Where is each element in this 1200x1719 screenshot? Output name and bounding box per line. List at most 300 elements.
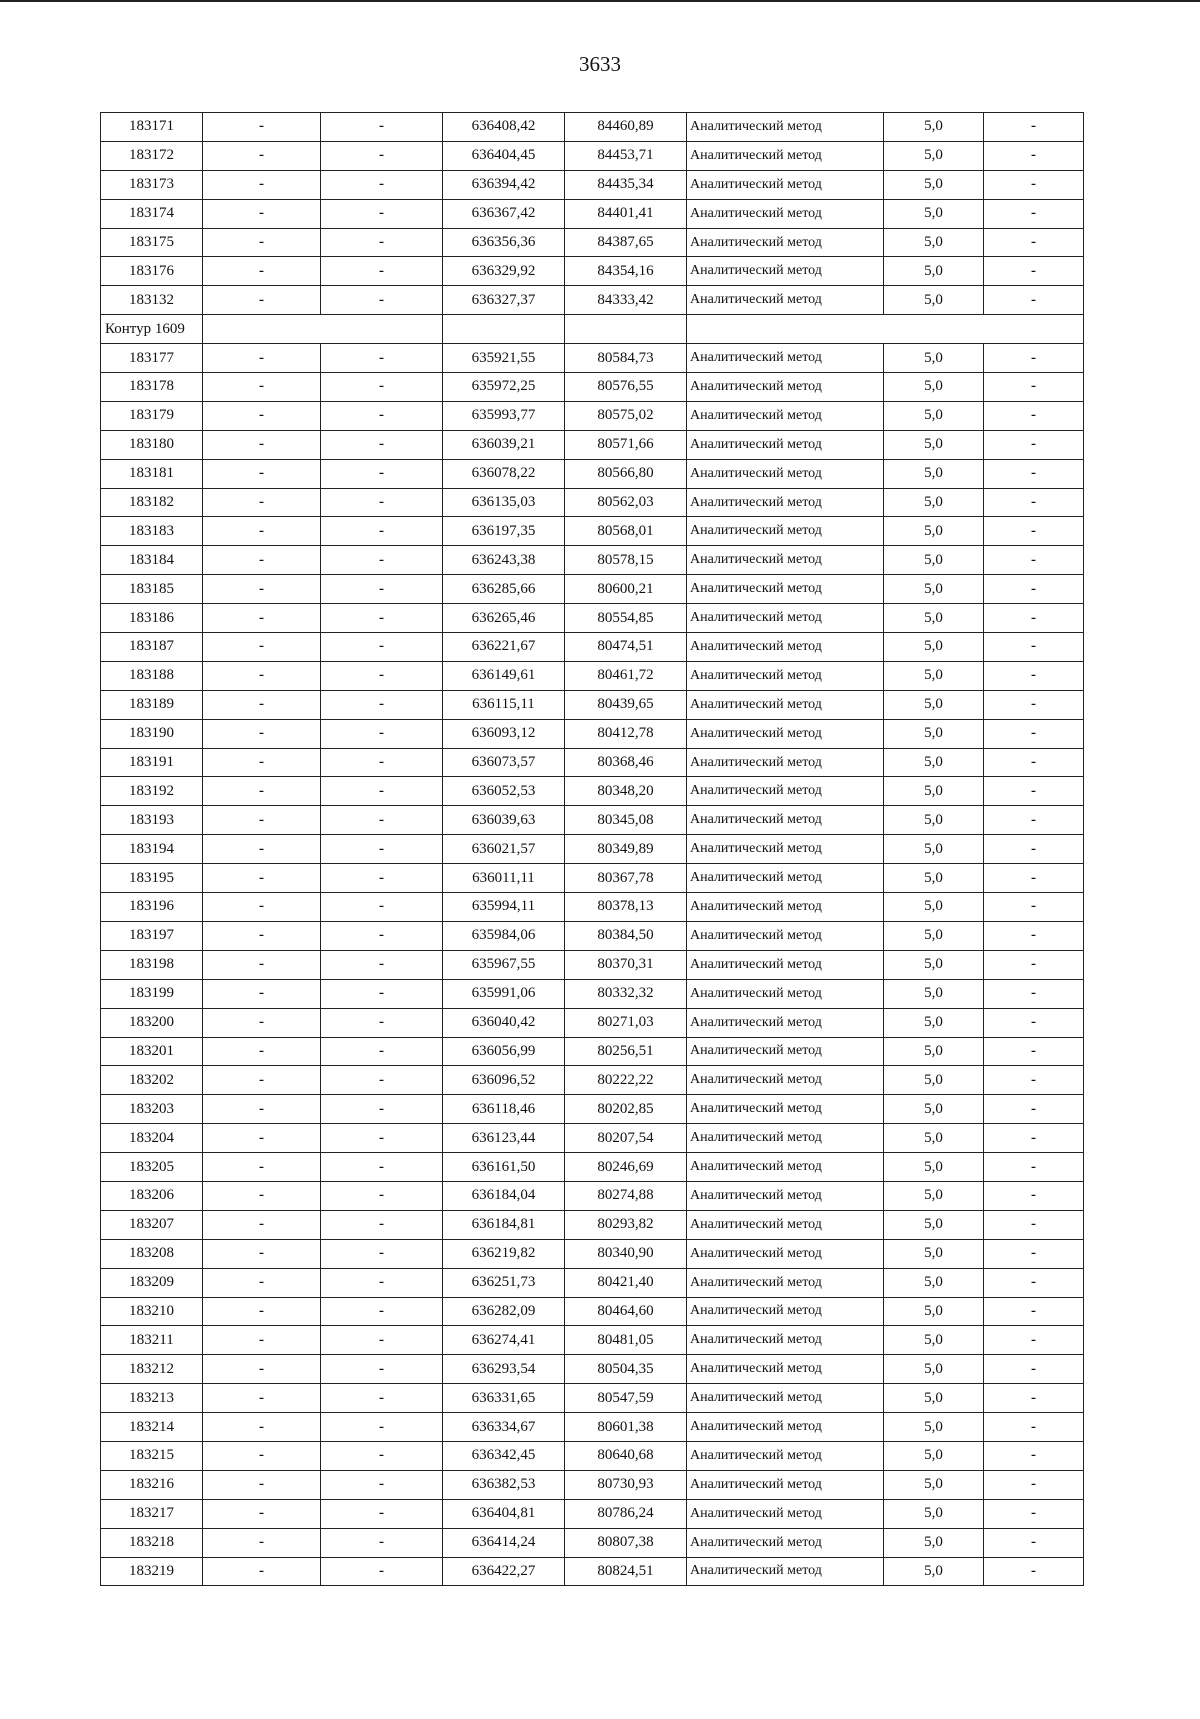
empty-cell-1: - bbox=[203, 777, 321, 806]
accuracy-cell: 5,0 bbox=[884, 777, 984, 806]
point-number-cell: 183194 bbox=[101, 835, 203, 864]
point-number-cell: 183185 bbox=[101, 575, 203, 604]
table-row bbox=[101, 459, 1084, 488]
description-cell: - bbox=[984, 1124, 1084, 1153]
description-cell: - bbox=[984, 1441, 1084, 1470]
empty-cell-2: - bbox=[321, 1384, 443, 1413]
y-coordinate-cell: 84435,34 bbox=[565, 170, 687, 199]
y-coordinate-cell: 80568,01 bbox=[565, 517, 687, 546]
y-coordinate-cell: 84401,41 bbox=[565, 199, 687, 228]
method-cell: Аналитический метод bbox=[687, 459, 884, 488]
empty-cell-2: - bbox=[321, 141, 443, 170]
y-coordinate-cell: 80730,93 bbox=[565, 1470, 687, 1499]
empty-cell-1: - bbox=[203, 835, 321, 864]
description-cell: - bbox=[984, 633, 1084, 662]
x-coordinate-cell: 636078,22 bbox=[443, 459, 565, 488]
description-cell: - bbox=[984, 1384, 1084, 1413]
x-coordinate-cell: 635921,55 bbox=[443, 344, 565, 373]
point-number-cell: 183201 bbox=[101, 1037, 203, 1066]
method-cell: Аналитический метод bbox=[687, 1008, 884, 1037]
description-cell: - bbox=[984, 517, 1084, 546]
empty-cell-1: - bbox=[203, 228, 321, 257]
table-row bbox=[101, 1066, 1084, 1095]
y-coordinate-cell: 80640,68 bbox=[565, 1441, 687, 1470]
point-number-cell: 183212 bbox=[101, 1355, 203, 1384]
description-cell: - bbox=[984, 1181, 1084, 1210]
description-cell: - bbox=[984, 1239, 1084, 1268]
method-cell: Аналитический метод bbox=[687, 1557, 884, 1586]
y-coordinate-cell: 84333,42 bbox=[565, 286, 687, 315]
empty-cell-2: - bbox=[321, 430, 443, 459]
accuracy-cell: 5,0 bbox=[884, 921, 984, 950]
point-number-cell: 183171 bbox=[101, 113, 203, 142]
empty-cell-1: - bbox=[203, 893, 321, 922]
empty-cell-2: - bbox=[321, 748, 443, 777]
point-number-cell: 183199 bbox=[101, 979, 203, 1008]
y-coordinate-cell: 80786,24 bbox=[565, 1499, 687, 1528]
empty-cell-1: - bbox=[203, 1181, 321, 1210]
method-cell: Аналитический метод bbox=[687, 575, 884, 604]
empty-cell-1: - bbox=[203, 1326, 321, 1355]
method-cell: Аналитический метод bbox=[687, 1153, 884, 1182]
description-cell: - bbox=[984, 141, 1084, 170]
accuracy-cell: 5,0 bbox=[884, 719, 984, 748]
table-row bbox=[101, 1355, 1084, 1384]
coordinates-table bbox=[100, 112, 1084, 1586]
point-number-cell: 183173 bbox=[101, 170, 203, 199]
y-coordinate-cell: 80370,31 bbox=[565, 950, 687, 979]
empty-cell-2: - bbox=[321, 257, 443, 286]
accuracy-cell: 5,0 bbox=[884, 1413, 984, 1442]
method-cell: Аналитический метод bbox=[687, 661, 884, 690]
empty-cell-1: - bbox=[203, 401, 321, 430]
method-cell: Аналитический метод bbox=[687, 517, 884, 546]
accuracy-cell: 5,0 bbox=[884, 1037, 984, 1066]
method-cell: Аналитический метод bbox=[687, 604, 884, 633]
empty-cell-1: - bbox=[203, 430, 321, 459]
y-coordinate-cell: 80274,88 bbox=[565, 1181, 687, 1210]
x-coordinate-cell: 636334,67 bbox=[443, 1413, 565, 1442]
empty-cell bbox=[687, 315, 1084, 344]
accuracy-cell: 5,0 bbox=[884, 633, 984, 662]
method-cell: Аналитический метод bbox=[687, 113, 884, 142]
description-cell: - bbox=[984, 575, 1084, 604]
x-coordinate-cell: 636197,35 bbox=[443, 517, 565, 546]
x-coordinate-cell: 636285,66 bbox=[443, 575, 565, 604]
empty-cell-2: - bbox=[321, 1239, 443, 1268]
point-number-cell: 183186 bbox=[101, 604, 203, 633]
x-coordinate-cell: 636414,24 bbox=[443, 1528, 565, 1557]
empty-cell-2: - bbox=[321, 1268, 443, 1297]
point-number-cell: 183132 bbox=[101, 286, 203, 315]
description-cell: - bbox=[984, 228, 1084, 257]
accuracy-cell: 5,0 bbox=[884, 835, 984, 864]
y-coordinate-cell: 80571,66 bbox=[565, 430, 687, 459]
y-coordinate-cell: 80562,03 bbox=[565, 488, 687, 517]
x-coordinate-cell: 636021,57 bbox=[443, 835, 565, 864]
x-coordinate-cell: 636404,45 bbox=[443, 141, 565, 170]
table-row bbox=[101, 806, 1084, 835]
y-coordinate-cell: 80332,32 bbox=[565, 979, 687, 1008]
point-number-cell: 183184 bbox=[101, 546, 203, 575]
point-number-cell: 183187 bbox=[101, 633, 203, 662]
empty-cell-2: - bbox=[321, 893, 443, 922]
description-cell: - bbox=[984, 806, 1084, 835]
point-number-cell: 183172 bbox=[101, 141, 203, 170]
table-row bbox=[101, 604, 1084, 633]
method-cell: Аналитический метод bbox=[687, 719, 884, 748]
empty-cell-2: - bbox=[321, 1326, 443, 1355]
empty-cell-1: - bbox=[203, 1470, 321, 1499]
empty-cell-2: - bbox=[321, 1441, 443, 1470]
y-coordinate-cell: 80600,21 bbox=[565, 575, 687, 604]
method-cell: Аналитический метод bbox=[687, 257, 884, 286]
empty-cell-1: - bbox=[203, 517, 321, 546]
empty-cell-1: - bbox=[203, 546, 321, 575]
empty-cell-2: - bbox=[321, 777, 443, 806]
empty-cell-2: - bbox=[321, 1413, 443, 1442]
x-coordinate-cell: 636039,21 bbox=[443, 430, 565, 459]
accuracy-cell: 5,0 bbox=[884, 286, 984, 315]
point-number-cell: 183202 bbox=[101, 1066, 203, 1095]
accuracy-cell: 5,0 bbox=[884, 1153, 984, 1182]
accuracy-cell: 5,0 bbox=[884, 1008, 984, 1037]
description-cell: - bbox=[984, 430, 1084, 459]
description-cell: - bbox=[984, 286, 1084, 315]
method-cell: Аналитический метод bbox=[687, 1210, 884, 1239]
contour-header-row bbox=[101, 315, 1084, 344]
x-coordinate-cell: 636073,57 bbox=[443, 748, 565, 777]
point-number-cell: 183211 bbox=[101, 1326, 203, 1355]
method-cell: Аналитический метод bbox=[687, 1499, 884, 1528]
x-coordinate-cell: 636056,99 bbox=[443, 1037, 565, 1066]
point-number-cell: 183180 bbox=[101, 430, 203, 459]
y-coordinate-cell: 80378,13 bbox=[565, 893, 687, 922]
empty-cell-1: - bbox=[203, 979, 321, 1008]
description-cell: - bbox=[984, 1528, 1084, 1557]
y-coordinate-cell: 80271,03 bbox=[565, 1008, 687, 1037]
table-row bbox=[101, 864, 1084, 893]
y-coordinate-cell: 80256,51 bbox=[565, 1037, 687, 1066]
page-number: 3633 bbox=[579, 52, 621, 76]
y-coordinate-cell: 80584,73 bbox=[565, 344, 687, 373]
accuracy-cell: 5,0 bbox=[884, 344, 984, 373]
accuracy-cell: 5,0 bbox=[884, 1268, 984, 1297]
empty-cell-2: - bbox=[321, 950, 443, 979]
accuracy-cell: 5,0 bbox=[884, 1297, 984, 1326]
description-cell: - bbox=[984, 1066, 1084, 1095]
empty-cell-1: - bbox=[203, 921, 321, 950]
method-cell: Аналитический метод bbox=[687, 979, 884, 1008]
method-cell: Аналитический метод bbox=[687, 1384, 884, 1413]
description-cell: - bbox=[984, 488, 1084, 517]
empty-cell-1: - bbox=[203, 1124, 321, 1153]
method-cell: Аналитический метод bbox=[687, 1095, 884, 1124]
empty-cell-2: - bbox=[321, 517, 443, 546]
accuracy-cell: 5,0 bbox=[884, 546, 984, 575]
empty-cell-1: - bbox=[203, 950, 321, 979]
empty-cell-1: - bbox=[203, 113, 321, 142]
table-row bbox=[101, 199, 1084, 228]
description-cell: - bbox=[984, 864, 1084, 893]
accuracy-cell: 5,0 bbox=[884, 1326, 984, 1355]
table-row bbox=[101, 1413, 1084, 1442]
empty-cell-1: - bbox=[203, 257, 321, 286]
empty-cell-2: - bbox=[321, 864, 443, 893]
y-coordinate-cell: 80384,50 bbox=[565, 921, 687, 950]
empty-cell-2: - bbox=[321, 1210, 443, 1239]
description-cell: - bbox=[984, 661, 1084, 690]
table-row bbox=[101, 1528, 1084, 1557]
description-cell: - bbox=[984, 1153, 1084, 1182]
table-row bbox=[101, 1095, 1084, 1124]
accuracy-cell: 5,0 bbox=[884, 113, 984, 142]
description-cell: - bbox=[984, 1499, 1084, 1528]
y-coordinate-cell: 80807,38 bbox=[565, 1528, 687, 1557]
y-coordinate-cell: 80566,80 bbox=[565, 459, 687, 488]
method-cell: Аналитический метод bbox=[687, 950, 884, 979]
method-cell: Аналитический метод bbox=[687, 286, 884, 315]
accuracy-cell: 5,0 bbox=[884, 373, 984, 402]
x-coordinate-cell: 636149,61 bbox=[443, 661, 565, 690]
empty-cell-2: - bbox=[321, 1124, 443, 1153]
empty-cell-2: - bbox=[321, 604, 443, 633]
accuracy-cell: 5,0 bbox=[884, 748, 984, 777]
empty-cell-2: - bbox=[321, 1008, 443, 1037]
empty-cell-1: - bbox=[203, 1210, 321, 1239]
method-cell: Аналитический метод bbox=[687, 546, 884, 575]
table-row bbox=[101, 1557, 1084, 1586]
description-cell: - bbox=[984, 257, 1084, 286]
empty-cell-1: - bbox=[203, 719, 321, 748]
method-cell: Аналитический метод bbox=[687, 921, 884, 950]
accuracy-cell: 5,0 bbox=[884, 690, 984, 719]
empty-cell-2: - bbox=[321, 459, 443, 488]
point-number-cell: 183174 bbox=[101, 199, 203, 228]
empty-cell-1: - bbox=[203, 1557, 321, 1586]
table-row bbox=[101, 141, 1084, 170]
empty-cell-1: - bbox=[203, 199, 321, 228]
y-coordinate-cell: 80575,02 bbox=[565, 401, 687, 430]
point-number-cell: 183200 bbox=[101, 1008, 203, 1037]
y-coordinate-cell: 80368,46 bbox=[565, 748, 687, 777]
method-cell: Аналитический метод bbox=[687, 1124, 884, 1153]
x-coordinate-cell: 636382,53 bbox=[443, 1470, 565, 1499]
y-coordinate-cell: 80349,89 bbox=[565, 835, 687, 864]
method-cell: Аналитический метод bbox=[687, 401, 884, 430]
x-coordinate-cell: 636040,42 bbox=[443, 1008, 565, 1037]
description-cell: - bbox=[984, 1557, 1084, 1586]
point-number-cell: 183197 bbox=[101, 921, 203, 950]
table-row bbox=[101, 1470, 1084, 1499]
method-cell: Аналитический метод bbox=[687, 835, 884, 864]
empty-cell-1: - bbox=[203, 488, 321, 517]
point-number-cell: 183204 bbox=[101, 1124, 203, 1153]
point-number-cell: 183181 bbox=[101, 459, 203, 488]
empty-cell-1: - bbox=[203, 1095, 321, 1124]
method-cell: Аналитический метод bbox=[687, 373, 884, 402]
description-cell: - bbox=[984, 1210, 1084, 1239]
method-cell: Аналитический метод bbox=[687, 1528, 884, 1557]
empty-cell-1: - bbox=[203, 1384, 321, 1413]
empty-cell-1: - bbox=[203, 459, 321, 488]
accuracy-cell: 5,0 bbox=[884, 1528, 984, 1557]
point-number-cell: 183195 bbox=[101, 864, 203, 893]
method-cell: Аналитический метод bbox=[687, 1037, 884, 1066]
point-number-cell: 183208 bbox=[101, 1239, 203, 1268]
description-cell: - bbox=[984, 113, 1084, 142]
description-cell: - bbox=[984, 748, 1084, 777]
y-coordinate-cell: 80461,72 bbox=[565, 661, 687, 690]
empty-cell bbox=[203, 315, 443, 344]
empty-cell-1: - bbox=[203, 690, 321, 719]
x-coordinate-cell: 636356,36 bbox=[443, 228, 565, 257]
x-coordinate-cell: 636118,46 bbox=[443, 1095, 565, 1124]
y-coordinate-cell: 80222,22 bbox=[565, 1066, 687, 1095]
table-row bbox=[101, 893, 1084, 922]
point-number-cell: 183217 bbox=[101, 1499, 203, 1528]
accuracy-cell: 5,0 bbox=[884, 1557, 984, 1586]
accuracy-cell: 5,0 bbox=[884, 1499, 984, 1528]
y-coordinate-cell: 80464,60 bbox=[565, 1297, 687, 1326]
table-row bbox=[101, 488, 1084, 517]
x-coordinate-cell: 636093,12 bbox=[443, 719, 565, 748]
table-row bbox=[101, 921, 1084, 950]
y-coordinate-cell: 80348,20 bbox=[565, 777, 687, 806]
empty-cell-1: - bbox=[203, 1499, 321, 1528]
x-coordinate-cell: 635984,06 bbox=[443, 921, 565, 950]
y-coordinate-cell: 80554,85 bbox=[565, 604, 687, 633]
accuracy-cell: 5,0 bbox=[884, 661, 984, 690]
point-number-cell: 183206 bbox=[101, 1181, 203, 1210]
point-number-cell: 183178 bbox=[101, 373, 203, 402]
table-row bbox=[101, 1268, 1084, 1297]
x-coordinate-cell: 636282,09 bbox=[443, 1297, 565, 1326]
x-coordinate-cell: 636422,27 bbox=[443, 1557, 565, 1586]
point-number-cell: 183176 bbox=[101, 257, 203, 286]
x-coordinate-cell: 636135,03 bbox=[443, 488, 565, 517]
accuracy-cell: 5,0 bbox=[884, 575, 984, 604]
empty-cell-2: - bbox=[321, 1470, 443, 1499]
empty-cell-1: - bbox=[203, 170, 321, 199]
y-coordinate-cell: 80824,51 bbox=[565, 1557, 687, 1586]
method-cell: Аналитический метод bbox=[687, 1239, 884, 1268]
empty-cell-2: - bbox=[321, 1153, 443, 1182]
empty-cell-2: - bbox=[321, 1499, 443, 1528]
y-coordinate-cell: 80439,65 bbox=[565, 690, 687, 719]
empty-cell-2: - bbox=[321, 1181, 443, 1210]
empty-cell-1: - bbox=[203, 661, 321, 690]
method-cell: Аналитический метод bbox=[687, 1268, 884, 1297]
empty-cell-1: - bbox=[203, 1413, 321, 1442]
method-cell: Аналитический метод bbox=[687, 893, 884, 922]
method-cell: Аналитический метод bbox=[687, 864, 884, 893]
empty-cell-2: - bbox=[321, 228, 443, 257]
y-coordinate-cell: 80293,82 bbox=[565, 1210, 687, 1239]
accuracy-cell: 5,0 bbox=[884, 806, 984, 835]
x-coordinate-cell: 636096,52 bbox=[443, 1066, 565, 1095]
x-coordinate-cell: 636327,37 bbox=[443, 286, 565, 315]
table-body bbox=[101, 113, 1084, 1586]
empty-cell-1: - bbox=[203, 1297, 321, 1326]
y-coordinate-cell: 80547,59 bbox=[565, 1384, 687, 1413]
accuracy-cell: 5,0 bbox=[884, 170, 984, 199]
x-coordinate-cell: 636331,65 bbox=[443, 1384, 565, 1413]
accuracy-cell: 5,0 bbox=[884, 893, 984, 922]
x-coordinate-cell: 636243,38 bbox=[443, 546, 565, 575]
point-number-cell: 183216 bbox=[101, 1470, 203, 1499]
accuracy-cell: 5,0 bbox=[884, 1181, 984, 1210]
empty-cell-1: - bbox=[203, 1153, 321, 1182]
y-coordinate-cell: 80504,35 bbox=[565, 1355, 687, 1384]
table-row bbox=[101, 1239, 1084, 1268]
point-number-cell: 183183 bbox=[101, 517, 203, 546]
accuracy-cell: 5,0 bbox=[884, 228, 984, 257]
accuracy-cell: 5,0 bbox=[884, 1384, 984, 1413]
method-cell: Аналитический метод bbox=[687, 1470, 884, 1499]
table-row bbox=[101, 633, 1084, 662]
table-row bbox=[101, 170, 1084, 199]
point-number-cell: 183205 bbox=[101, 1153, 203, 1182]
method-cell: Аналитический метод bbox=[687, 690, 884, 719]
empty-cell-2: - bbox=[321, 488, 443, 517]
table-row bbox=[101, 661, 1084, 690]
empty-cell-2: - bbox=[321, 344, 443, 373]
empty-cell-1: - bbox=[203, 286, 321, 315]
point-number-cell: 183177 bbox=[101, 344, 203, 373]
table-row bbox=[101, 835, 1084, 864]
y-coordinate-cell: 84453,71 bbox=[565, 141, 687, 170]
x-coordinate-cell: 636265,46 bbox=[443, 604, 565, 633]
table-row bbox=[101, 748, 1084, 777]
method-cell: Аналитический метод bbox=[687, 1297, 884, 1326]
table-row bbox=[101, 1441, 1084, 1470]
accuracy-cell: 5,0 bbox=[884, 864, 984, 893]
accuracy-cell: 5,0 bbox=[884, 1355, 984, 1384]
point-number-cell: 183189 bbox=[101, 690, 203, 719]
x-coordinate-cell: 635967,55 bbox=[443, 950, 565, 979]
method-cell: Аналитический метод bbox=[687, 1355, 884, 1384]
accuracy-cell: 5,0 bbox=[884, 1066, 984, 1095]
method-cell: Аналитический метод bbox=[687, 488, 884, 517]
accuracy-cell: 5,0 bbox=[884, 1441, 984, 1470]
table-row bbox=[101, 1297, 1084, 1326]
accuracy-cell: 5,0 bbox=[884, 517, 984, 546]
empty-cell-1: - bbox=[203, 1037, 321, 1066]
description-cell: - bbox=[984, 199, 1084, 228]
point-number-cell: 183215 bbox=[101, 1441, 203, 1470]
point-number-cell: 183209 bbox=[101, 1268, 203, 1297]
method-cell: Аналитический метод bbox=[687, 430, 884, 459]
empty-cell-1: - bbox=[203, 748, 321, 777]
table-row bbox=[101, 1124, 1084, 1153]
description-cell: - bbox=[984, 373, 1084, 402]
accuracy-cell: 5,0 bbox=[884, 604, 984, 633]
empty-cell-1: - bbox=[203, 1008, 321, 1037]
point-number-cell: 183190 bbox=[101, 719, 203, 748]
table-row bbox=[101, 1008, 1084, 1037]
description-cell: - bbox=[984, 546, 1084, 575]
table-row bbox=[101, 950, 1084, 979]
y-coordinate-cell: 80202,85 bbox=[565, 1095, 687, 1124]
point-number-cell: 183182 bbox=[101, 488, 203, 517]
y-coordinate-cell: 80421,40 bbox=[565, 1268, 687, 1297]
accuracy-cell: 5,0 bbox=[884, 1095, 984, 1124]
table-row bbox=[101, 344, 1084, 373]
table-row bbox=[101, 719, 1084, 748]
description-cell: - bbox=[984, 170, 1084, 199]
x-coordinate-cell: 636219,82 bbox=[443, 1239, 565, 1268]
